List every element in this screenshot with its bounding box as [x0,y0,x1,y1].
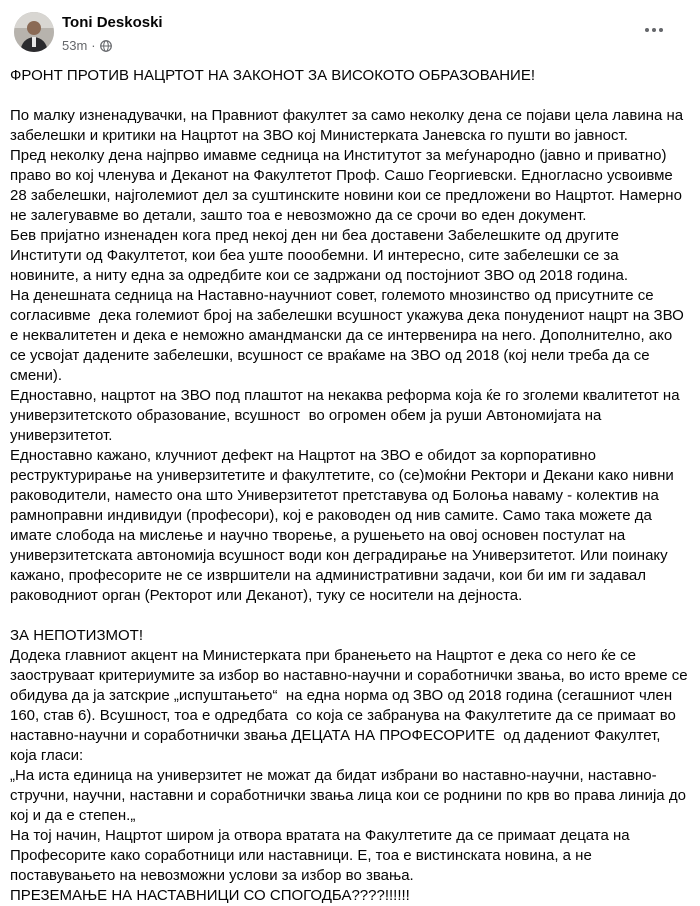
paragraph: По малку изненадувачки, на Правниот факултет за само неколку дена се појави цела лавина на забелешки и критики на Нацртот на ЗВО кој Министерката Јаневска го пушти во јавност. [10,107,688,144]
section-heading: ЗА НЕПОТИЗМОТ! [10,627,144,644]
paragraph: Пред неколку дена најпрво имавме седница на Институтот за меѓународно (јавно и приватно) право во кој членува и Деканот на Факултетот Проф. Сашо Георгиевски. Едногласно усвоивме 28 забелешки, најголемиот дел за суштинските новини кои се предложени во Нацртот. Намерно не залегувавме во детали, зашто тоа е невозможно да се срочи во еден документ. [10,147,687,224]
paragraph: На тој начин, Нацртот широм ја отвора вратата на Факултетите да се примаат децата на Професорите како соработници или наставници. Е, тоа е вистинската новина, а не поставувањето на невозможни услови за избор во звања. [10,827,634,884]
globe-icon [100,40,112,52]
post-body [10,66,690,906]
profile-photo [14,12,54,52]
post-title: ФРОНТ ПРОТИВ НАЦРТОТ НА ЗАКОНОТ ЗА ВИСОКОТО ОБРАЗОВАНИЕ! [10,67,535,84]
paragraph: На денешната седница на Наставно-научниот совет, големото мнозинство од присутните се согласивме дека големиот број на забелешки всушност укажува дека понудениот нацрт на ЗВО е неквалитетен и дека е неможно амандмански да се интервенира на него. Дополнително, ако се усвојат дадените забелешки, всушност се враќаме на ЗВО од 2018 (кој нели треба да се смени). [10,287,688,384]
closing-line: ПРЕЗЕМАЊЕ НА НАСТАВНИЦИ СО СПОГОДБА????!!!!!! [10,887,410,904]
avatar[interactable] [14,12,54,52]
meta-separator: · [91,38,96,53]
quoted-provision: „На иста единица на универзитет не можат да бидат избрани во наставно-научни, наставно-стручни, научни, наставни и соработнички звања лица кои се роднини по крв во права линија до кој и да е степен.„ [10,767,691,824]
paragraph: Едноставно кажано, клучниот дефект на Нацртот на ЗВО е обидот за корпоративно реструктурирање на универзитетите и факултетите, со (се)моќни Ректори и Декани како нивни раководители, наместо она што Универзитетот претставува од Болоња наваму - колектив на рамноправни индивидуи (професори), кој е раководен од нив самите. Само така можете да имате слобода на мислење и научно творење, а рушењето на овој основен постулат на универзитетската автономија всушност води кон деградирање на Универзитетот. Или поинаку кажано, професорите не се извршители на административни задачи, кои би им ги задавал раководниот орган (Ректорот или Деканот), туку се носители на дејноста. [10,447,678,604]
paragraph: Бев пријатно изненаден кога пред некој ден ни беа доставени Забелешките од другите Институти од Факултетот, кои беа уште поообемни. И интересно, сите забелешки се за новините, а ниту една за одредбите кои се задржани од постојниот ЗВО од 2018 година. [10,227,628,284]
post-meta [62,38,112,53]
more-options-icon[interactable] [636,16,672,44]
post-timestamp[interactable]: 53m [62,38,88,53]
paragraph: Едноставно, нацртот на ЗВО под плаштот на некаква реформа која ќе го зголеми квалитетот на универзитетското образование, всушност во огромен обем ја руши Автономијата на универзитетот. [10,387,684,444]
paragraph: Додека главниот акцент на Министерката при бранењето на Нацртот е дека со него ќе се заоструваат критериумите за избор во наставно-научни и соработнички звања, во исто време се обидува да ја затскрие „испуштањето“ на една норма од ЗВО од 2018 година (сегашниот член 160, став 6). Всушност, тоа е одредбата со која се забранува на Факултетите да се примаат во наставно-научни и соработнички звања ДЕЦАТА НА ПРОФЕСОРИТЕ од дадениот Факултет, која гласи: [10,647,692,764]
post-header [0,0,700,60]
author-name[interactable]: Toni Deskoski [62,14,163,31]
